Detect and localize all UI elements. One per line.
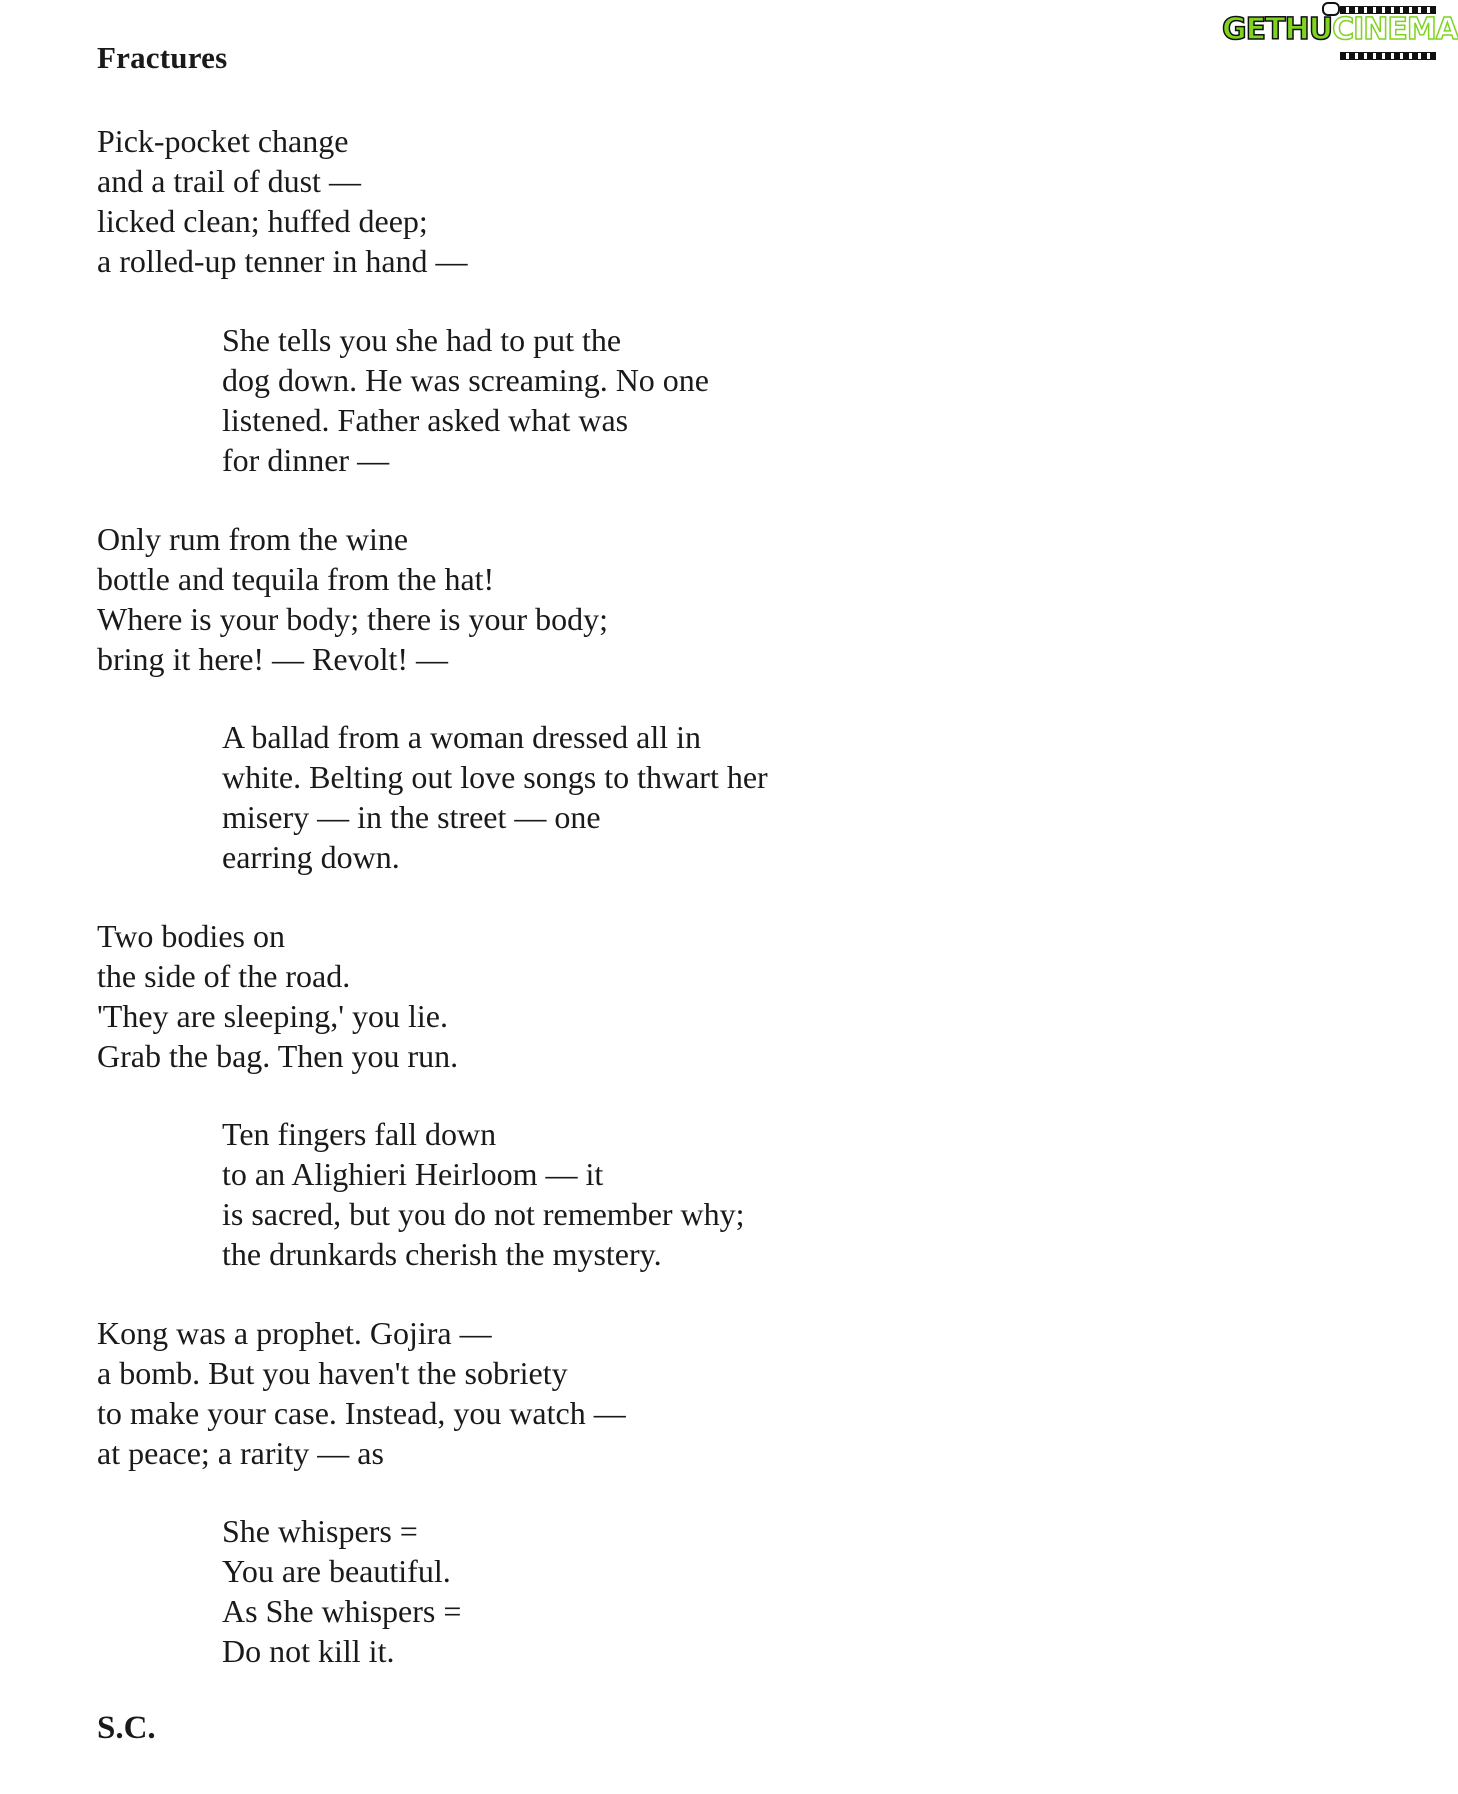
stanza-1 bbox=[97, 121, 468, 281]
poem-line: the drunkards cherish the mystery. bbox=[222, 1236, 662, 1272]
poem-line: to make your case. Instead, you watch — bbox=[97, 1395, 626, 1431]
stanza-4 bbox=[222, 717, 768, 877]
watermark-logo bbox=[1222, 6, 1458, 60]
stanza-7 bbox=[97, 1313, 626, 1473]
stanza-3 bbox=[97, 519, 608, 679]
poem-line: You are beautiful. bbox=[222, 1553, 451, 1589]
film-strip-bottom bbox=[1340, 52, 1436, 60]
poem-line: Pick-pocket change bbox=[97, 123, 349, 159]
poem-line: bottle and tequila from the hat! bbox=[97, 561, 495, 597]
stanza-5 bbox=[97, 916, 458, 1076]
poem-line: She whispers = bbox=[222, 1513, 418, 1549]
poem-line: As She whispers = bbox=[222, 1593, 462, 1629]
poem-line: Two bodies on bbox=[97, 918, 285, 954]
poem-line: misery — in the street — one bbox=[222, 799, 601, 835]
poem-line: bring it here! — Revolt! — bbox=[97, 641, 449, 677]
poem-line: at peace; a rarity — as bbox=[97, 1435, 384, 1471]
poem-line: and a trail of dust — bbox=[97, 163, 361, 199]
poem-line: A ballad from a woman dressed all in bbox=[222, 719, 701, 755]
watermark-text-part1: GETHU bbox=[1222, 12, 1333, 47]
poem-line: Where is your body; there is your body; bbox=[97, 601, 608, 637]
author-signature: S.C. bbox=[97, 1710, 156, 1746]
poem-line: is sacred, but you do not remember why; bbox=[222, 1196, 745, 1232]
poem-title: Fractures bbox=[97, 40, 228, 75]
poem-line: Only rum from the wine bbox=[97, 521, 409, 557]
poem-line: Ten fingers fall down bbox=[222, 1116, 497, 1152]
poem-line: earring down. bbox=[222, 839, 400, 875]
poem-line: for dinner — bbox=[222, 442, 390, 478]
poem-line: a rolled-up tenner in hand — bbox=[97, 243, 468, 279]
poem-line: a bomb. But you haven't the sobriety bbox=[97, 1355, 568, 1391]
watermark-text-part2: CINEMA bbox=[1332, 12, 1458, 47]
poem-line: She tells you she had to put the bbox=[222, 322, 622, 358]
poem-line: 'They are sleeping,' you lie. bbox=[97, 998, 448, 1034]
watermark-text bbox=[1222, 12, 1458, 48]
poem-line: dog down. He was screaming. No one bbox=[222, 362, 709, 398]
poem-line: listened. Father asked what was bbox=[222, 402, 629, 438]
poem-line: to an Alighieri Heirloom — it bbox=[222, 1156, 604, 1192]
stanza-6 bbox=[222, 1114, 745, 1274]
poem-line: the side of the road. bbox=[97, 958, 351, 994]
stanza-2 bbox=[222, 320, 709, 480]
poem-line: white. Belting out love songs to thwart her bbox=[222, 759, 768, 795]
poem-line: licked clean; huffed deep; bbox=[97, 203, 428, 239]
poem-line: Do not kill it. bbox=[222, 1633, 395, 1669]
stanza-8 bbox=[222, 1511, 461, 1671]
poem-line: Grab the bag. Then you run. bbox=[97, 1038, 459, 1074]
poem-line: Kong was a prophet. Gojira — bbox=[97, 1315, 492, 1351]
